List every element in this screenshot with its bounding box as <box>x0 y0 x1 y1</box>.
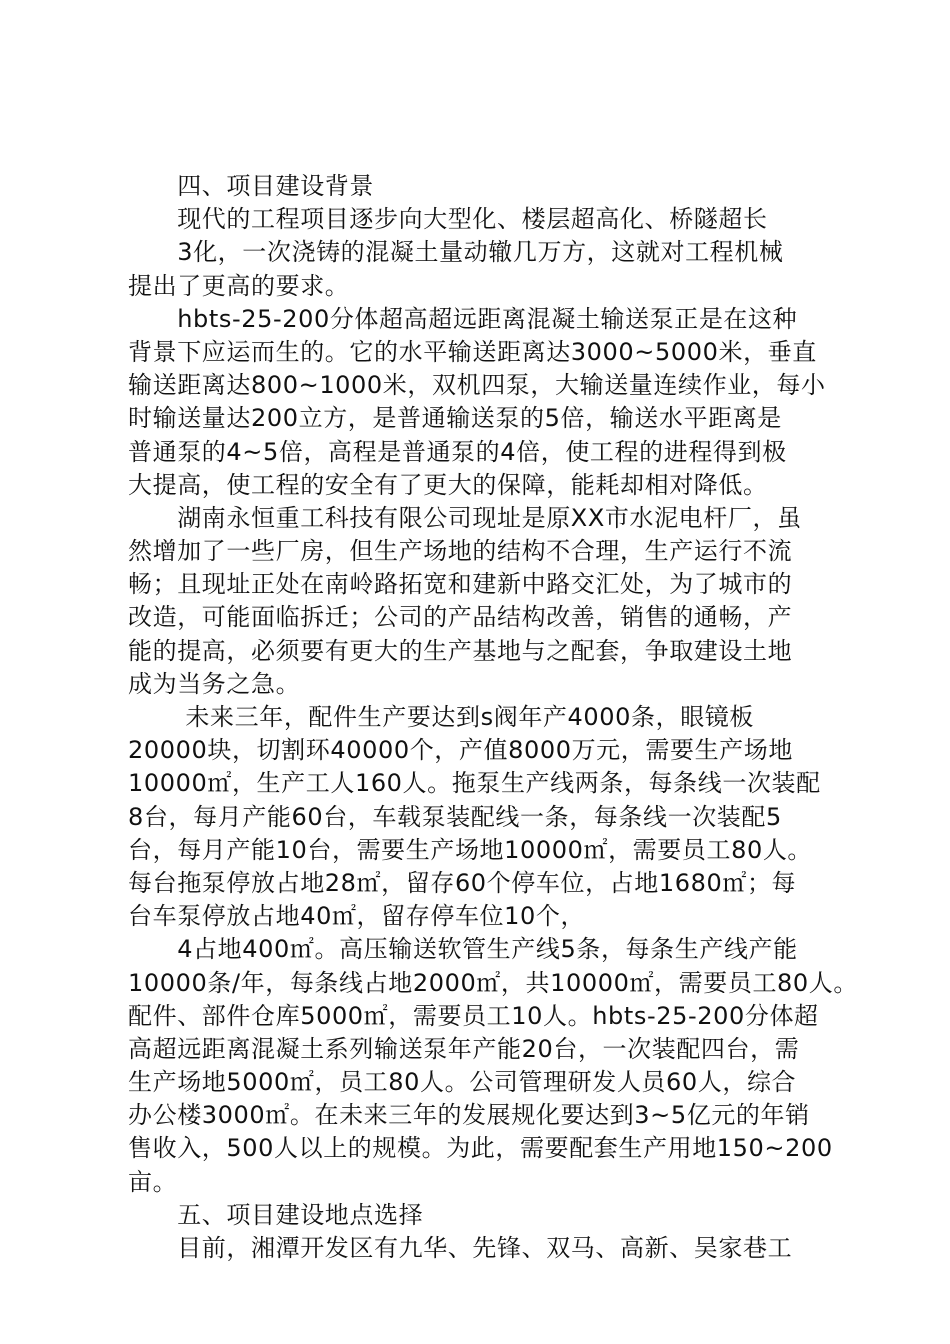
paragraph-line: 每台拖泵停放占地28㎡，留存60个停车位，占地1680㎡；每 <box>128 868 797 897</box>
paragraph-line: 改造，可能面临拆迁；公司的产品结构改善，销售的通畅，产 <box>128 603 793 632</box>
paragraph-line: 4占地400㎡。高压输送软管生产线5条，每条生产线产能 <box>128 935 798 964</box>
section-heading-background: 四、项目建设背景 <box>128 172 374 200</box>
paragraph-line: hbts-25-200分体超高超远距离混凝土输送泵正是在这种 <box>128 304 798 333</box>
paragraph-line: 成为当务之急。 <box>128 669 301 698</box>
paragraph-line: 3化，一次浇铸的混凝土量动辙几万方，这就对工程机械 <box>128 238 784 267</box>
paragraph-line: 10000条/年，每条线占地2000㎡，共10000㎡，需要员工80人。 <box>128 968 858 997</box>
paragraph-line: 湖南永恒重工科技有限公司现址是原XX市水泥电杆厂，虽 <box>128 503 802 532</box>
paragraph-line: 然增加了一些厂房，但生产场地的结构不合理，生产运行不流 <box>128 537 793 566</box>
paragraph-line: 时输送量达200立方，是普通输送泵的5倍，输送水平距离是 <box>128 404 782 433</box>
paragraph-line: 目前，湘潭开发区有九华、先锋、双马、高新、吴家巷工 <box>128 1234 793 1262</box>
paragraph-line: 台车泵停放占地40㎡，留存停车位10个， <box>128 902 586 931</box>
paragraph-line: 能的提高，必须要有更大的生产基地与之配套，争取建设土地 <box>128 636 793 665</box>
paragraph-line: 高超远距离混凝土系列输送泵年产能20台，一次装配四台，需 <box>128 1034 800 1063</box>
paragraph-line: 配件、部件仓库5000㎡，需要员工10人。hbts-25-200分体超 <box>128 1001 819 1030</box>
paragraph-line: 售收入，500人以上的规模。为此，需要配套生产用地150~200 <box>128 1134 833 1163</box>
paragraph-line: 普通泵的4~5倍，高程是普通泵的4倍，使工程的进程得到极 <box>128 437 787 466</box>
paragraph-line: 10000㎡，生产工人160人。拖泵生产线两条，每条线一次装配 <box>128 769 821 798</box>
paragraph-line: 台，每月产能10台，需要生产场地10000㎡，需要员工80人。 <box>128 835 813 864</box>
paragraph-line: 现代的工程项目逐步向大型化、楼层超高化、桥隧超长 <box>128 205 768 234</box>
paragraph-line: 输送距离达800~1000米，双机四泵，大输送量连续作业，每小 <box>128 371 826 400</box>
paragraph-line: 20000块，切割环40000个，产值8000万元，需要生产场地 <box>128 736 793 765</box>
paragraph-line: 亩。 <box>128 1167 178 1196</box>
section-heading-site-selection: 五、项目建设地点选择 <box>128 1200 424 1229</box>
paragraph-line: 背景下应运而生的。它的水平输送距离达3000~5000米，垂直 <box>128 337 817 366</box>
paragraph-line: 未来三年，配件生产要达到s阀年产4000条，眼镜板 <box>128 703 755 731</box>
paragraph-line: 提出了更高的要求。 <box>128 271 350 300</box>
paragraph-line: 畅；且现址正处在南岭路拓宽和建新中路交汇处，为了城市的 <box>128 570 793 599</box>
document-body <box>128 170 858 1265</box>
paragraph-line: 办公楼3000㎡。在未来三年的发展规化要达到3~5亿元的年销 <box>128 1101 810 1130</box>
paragraph-line: 8台，每月产能60台，车载泵装配线一条，每条线一次装配5 <box>128 802 782 831</box>
paragraph-line: 生产场地5000㎡，员工80人。公司管理研发人员60人，综合 <box>128 1068 797 1097</box>
paragraph-line: 大提高，使工程的安全有了更大的保障，能耗却相对降低。 <box>128 470 768 499</box>
